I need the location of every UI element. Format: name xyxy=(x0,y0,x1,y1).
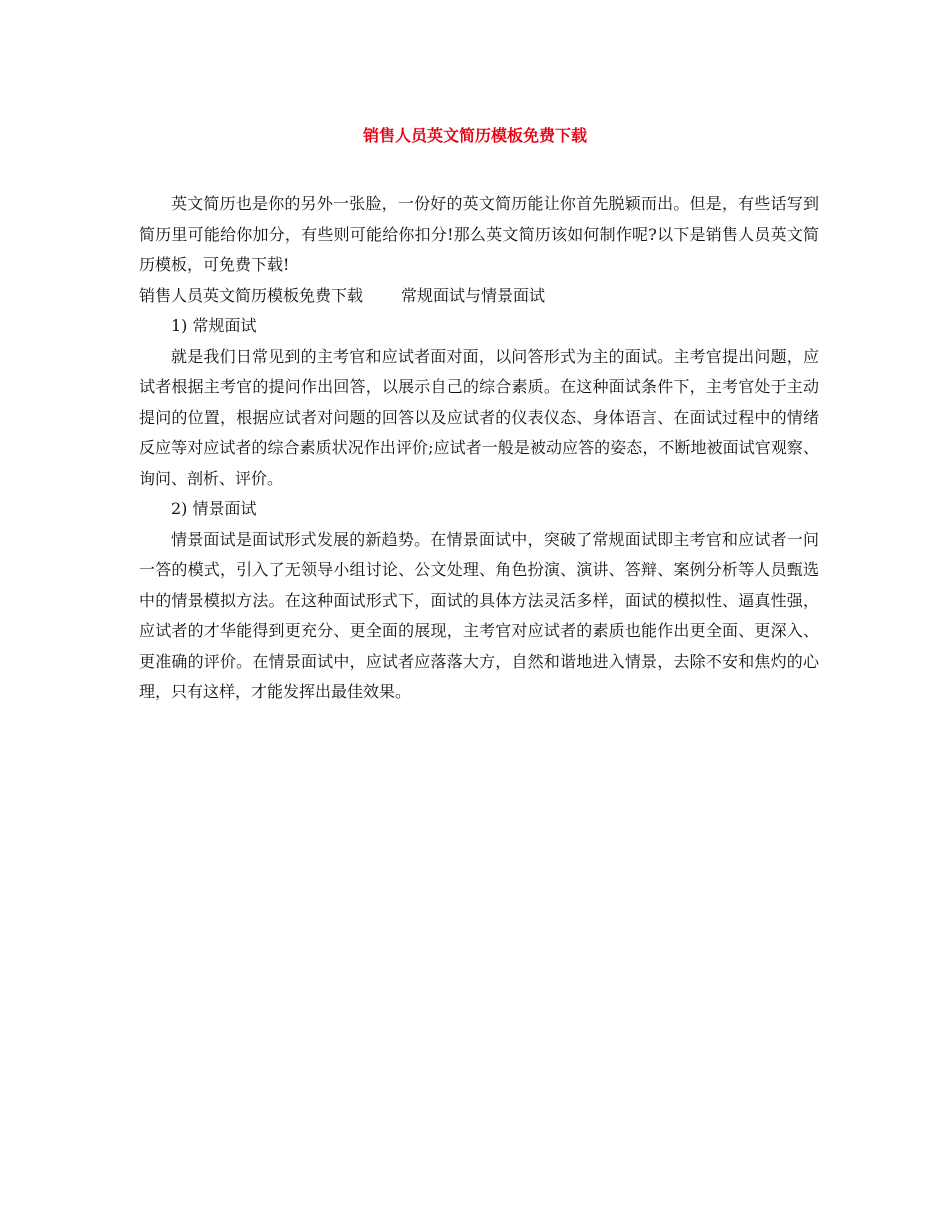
section2-title: 2) 情景面试 xyxy=(171,499,257,518)
intro-paragraph: 英文简历也是你的另外一张脸，一份好的英文简历能让你首先脱颖而出。但是，有些话写到简历里可能给你加分，有些则可能给你扣分!那么英文简历该如何制作呢?以下是销售人员英文简历模板，可免费下载! xyxy=(139,194,819,274)
subheading-right: 常规面试与情景面试 xyxy=(401,285,546,305)
section1-title: 1) 常规面试 xyxy=(171,316,257,335)
document-title: 销售人员英文简历模板免费下载 xyxy=(362,126,587,145)
subheading-left: 销售人员英文简历模板免费下载 xyxy=(139,285,364,305)
document-body xyxy=(139,189,819,708)
section1-paragraph: 就是我们日常见到的主考官和应试者面对面，以问答形式为主的面试。主考官提出问题，应试者根据主考官的提问作出回答，以展示自己的综合素质。在这种面试条件下，主考官处于主动提问的位置，根据应试者对问题的回答以及应试者的仪表仪态、身体语言、在面试过程中的情绪反应等对应试者的综合素质状况作出评价;应试者一般是被动应答的姿态，不断地被面试官观察、询问、剖析、评价。 xyxy=(139,346,819,488)
section2-paragraph: 情景面试是面试形式发展的新趋势。在情景面试中，突破了常规面试即主考官和应试者一问一答的模式，引入了无领导小组讨论、公文处理、角色扮演、演讲、答辩、案例分析等人员甄选中的情景模拟方法。在这种面试形式下，面试的具体方法灵活多样，面试的模拟性、逼真性强，应试者的才华能得到更充分、更全面的展现，主考官对应试者的素质也能作出更全面、更深入、更准确的评价。在情景面试中，应试者应落落大方，自然和谐地进入情景，去除不安和焦灼的心理，只有这样，才能发挥出最佳效果。 xyxy=(139,529,819,701)
subheading-line xyxy=(139,281,819,312)
